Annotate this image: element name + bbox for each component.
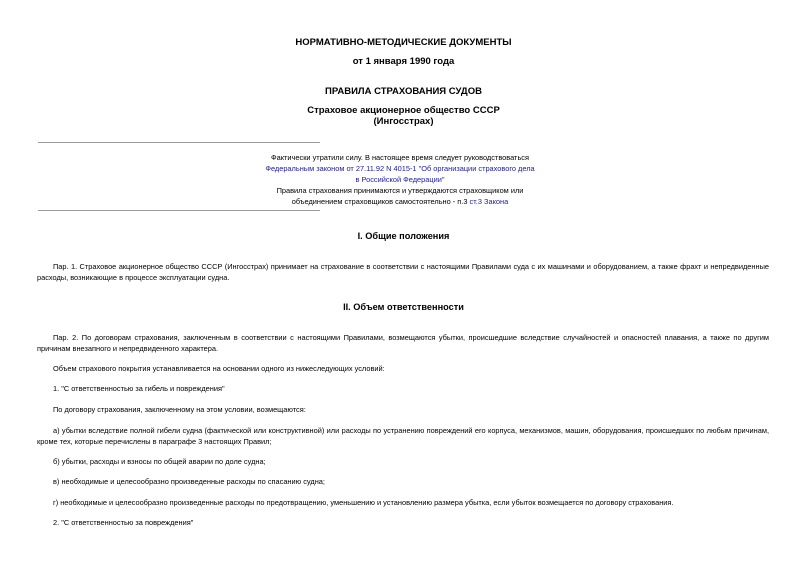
section-heading-general: I. Общие положения — [357, 231, 450, 241]
note-text: объединением страховщиков самостоятельно - п.3 — [291, 197, 470, 206]
issuer-short-name: (Ингосстрах) — [373, 116, 434, 127]
document-title: ПРАВИЛА СТРАХОВАНИЯ СУДОВ — [325, 86, 482, 97]
condition-2: 2. "С ответственностью за повреждения" — [53, 518, 194, 527]
section-heading-liability: II. Объем ответственности — [343, 302, 464, 312]
paragraph-1: Пар. 1. Страховое акционерное общество СССР (Ингосстрах) принимает на страхование в соответствии с настоящими Правилами суда с их машинами и оборудованием, а также фрахт и непредвиденные расходы, возникающие в процессе эксплуатации судна. — [37, 262, 769, 282]
status-note — [200, 152, 600, 207]
paragraph-2: Пар. 2. По договорам страхования, заключенным в соответствии с настоящими Правилами, возмещаются убытки, происшедшие вследствие случайностей и опасностей плавания, а также по другим причинам внезапного и непредвиденного характера. — [37, 333, 769, 353]
item-a: а) убытки вследствие полной гибели судна (фактической или конструктивной) или расходы по устранению повреждений его корпуса, механизмов, машин, оборудования, происшедших по любым причинам, кроме тех, которые перечислены в параграфе 3 настоящих Правил; — [37, 426, 769, 446]
coverage-text: Объем страхового покрытия устанавливается на основании одного из нижеследующих условий: — [53, 364, 385, 373]
article-link[interactable]: ст.3 Закона — [469, 197, 509, 206]
condition-1: 1. "С ответственностью за гибель и повреждения" — [53, 384, 225, 393]
divider-bottom — [38, 210, 320, 211]
document-category: НОРМАТИВНО-МЕТОДИЧЕСКИЕ ДОКУМЕНТЫ — [295, 37, 512, 48]
item-b: б) убытки, расходы и взносы по общей аварии по доле судна; — [53, 457, 266, 466]
issuer-name: Страховое акционерное общество СССР — [307, 105, 500, 116]
document-date: от 1 января 1990 года — [352, 56, 455, 67]
law-link-continued[interactable]: в Российской Федерации" — [355, 175, 445, 184]
item-g: г) необходимые и целесообразно произведенные расходы по предотвращению, уменьшению и установлению размера убытка, если убыток возмещается по договору страхования. — [53, 498, 674, 507]
law-link[interactable]: Федеральным законом от 27.11.92 N 4015-1 "Об организации страхового дела — [265, 164, 535, 173]
note-line — [200, 196, 600, 207]
note-line: Правила страхования принимаются и утверждаются страховщиком или — [276, 186, 524, 195]
divider-top — [38, 142, 320, 143]
condition-1-intro: По договору страхования, заключенному на этом условии, возмещаются: — [53, 405, 306, 414]
note-line: Фактически утратили силу. В настоящее время следует руководствоваться — [270, 153, 529, 162]
item-v: в) необходимые и целесообразно произведенные расходы по спасанию судна; — [53, 477, 325, 486]
